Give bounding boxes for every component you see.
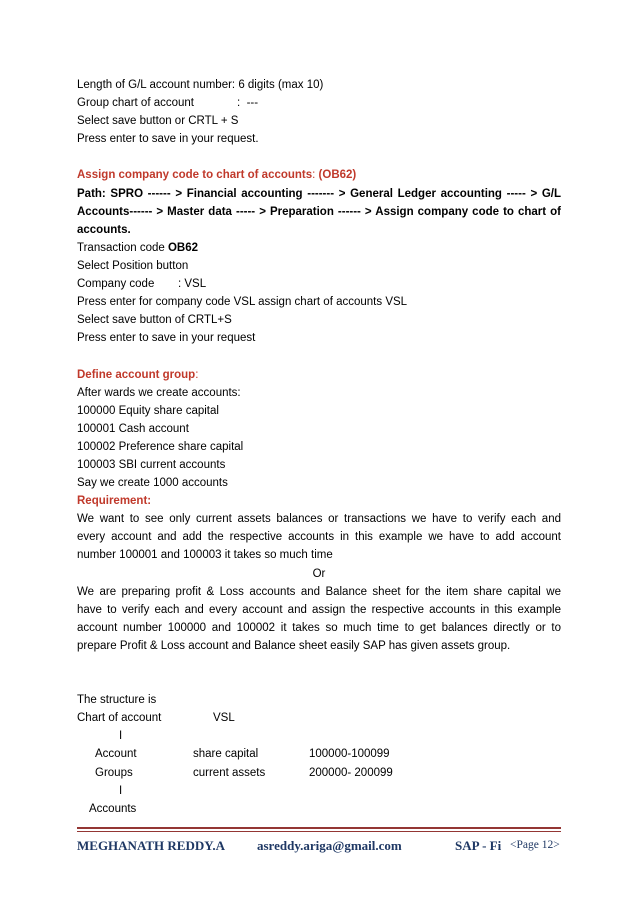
structure-account-item: share capital: [193, 748, 259, 761]
structure-groups-line: [77, 764, 561, 782]
page-footer: [77, 827, 561, 858]
assign-heading-text: Assign company code to chart of accounts: [77, 169, 313, 182]
group-chart-line: [77, 94, 561, 112]
structure-account-range: 100000-100099: [309, 748, 390, 761]
structure-accounts-line: [77, 800, 561, 818]
para2-line: We are preparing profit & Loss accounts and Balance sheet for the item share capital we: [77, 585, 561, 598]
structure-groups-range: 200000- 200099: [309, 766, 393, 779]
account-item: Say we create 1000 accounts: [77, 477, 228, 490]
tcode-value: OB62: [167, 241, 199, 254]
path-line-2: Accounts------ > Master data ----- > Preparation ------ > Assign company code to chart of: [77, 205, 561, 218]
footer-rule-thick: [77, 827, 561, 829]
para1-line: every account and add the respective accounts in this example we have to add account: [77, 531, 561, 544]
path-line-1: Path: SPRO ------ > Financial accounting ------- > General Ledger accounting ----- > G/L: [77, 187, 561, 200]
para2-line: have to verify each and every account and assign the respective accounts in this example: [77, 603, 561, 616]
position-line: Select Position button: [77, 259, 189, 272]
structure-accounts-label: Accounts: [89, 802, 137, 815]
structure-chart-value: VSL: [213, 712, 235, 725]
footer-author: MEGHANATH REDDY.A: [77, 838, 226, 853]
account-item: 100002 Preference share capital: [77, 440, 244, 453]
requirement-heading: Requirement:: [77, 495, 152, 508]
pipe-text: I: [119, 784, 123, 797]
tcode-line: [77, 239, 561, 257]
assign-heading-colon: :: [312, 169, 319, 182]
enter-save-line: Press enter to save in your request.: [77, 133, 259, 146]
structure-pipe: [77, 727, 561, 745]
para2-line: prepare Profit & Loss account and Balance sheet easily SAP has given assets group.: [77, 639, 511, 652]
save-instruction-line: Select save button or CRTL + S: [77, 115, 239, 128]
group-chart-value: : ---: [237, 97, 259, 110]
assign-heading-code: (OB62): [318, 169, 357, 182]
gl-length-line: Length of G/L account number: 6 digits (max 10): [77, 79, 324, 91]
company-code-label: Company code: [77, 278, 155, 291]
save-crtl-line: Select save button of CRTL+S: [77, 314, 232, 327]
account-item: 100003 SBI current accounts: [77, 458, 226, 471]
footer-email: asreddy.ariga@gmail.com: [257, 838, 402, 853]
define-heading: [77, 366, 561, 384]
structure-groups-item: current assets: [193, 766, 266, 779]
footer-module: SAP - Fi: [455, 838, 502, 853]
spacer: [77, 347, 561, 365]
assign-heading: [77, 166, 561, 184]
para1-line: We want to see only current assets balances or transactions we have to verify each and: [77, 513, 561, 526]
para2-line: account number 100000 and 100002 it takes so much time to get balances directly or to: [77, 621, 561, 634]
tcode-label: Transaction code: [77, 241, 168, 254]
path-line-3: accounts.: [77, 223, 131, 236]
spacer: [77, 673, 561, 691]
or-line: Or: [312, 567, 326, 580]
group-chart-label: Group chart of account: [77, 97, 194, 110]
footer-page-number: <Page 12>: [510, 839, 560, 851]
enter-request-line: Press enter to save in your request: [77, 332, 256, 345]
define-heading-text: Define account group: [77, 368, 196, 381]
company-code-value: : VSL: [178, 278, 207, 291]
enter-company-line: Press enter for company code VSL assign chart of accounts VSL: [77, 296, 408, 309]
structure-intro: The structure is: [77, 694, 157, 707]
define-intro: After wards we create accounts:: [77, 386, 241, 399]
define-heading-colon: :: [195, 368, 199, 381]
spacer: [77, 148, 561, 166]
footer-text: [77, 838, 561, 858]
document-body: [77, 76, 561, 818]
footer-rule-thin: [77, 831, 561, 832]
spacer: [77, 655, 561, 673]
structure-account-line: [77, 745, 561, 763]
structure-account-label: Account: [95, 748, 137, 761]
pipe-text: I: [119, 730, 123, 743]
structure-groups-label: Groups: [95, 766, 133, 779]
structure-pipe: [77, 782, 561, 800]
account-item: 100000 Equity share capital: [77, 404, 219, 417]
company-code-line: [77, 275, 561, 293]
structure-chart-label: Chart of account: [77, 712, 162, 725]
structure-chart-line: [77, 709, 561, 727]
para1-line: number 100001 and 100003 it takes so much time: [77, 549, 333, 562]
account-item: 100001 Cash account: [77, 422, 189, 435]
